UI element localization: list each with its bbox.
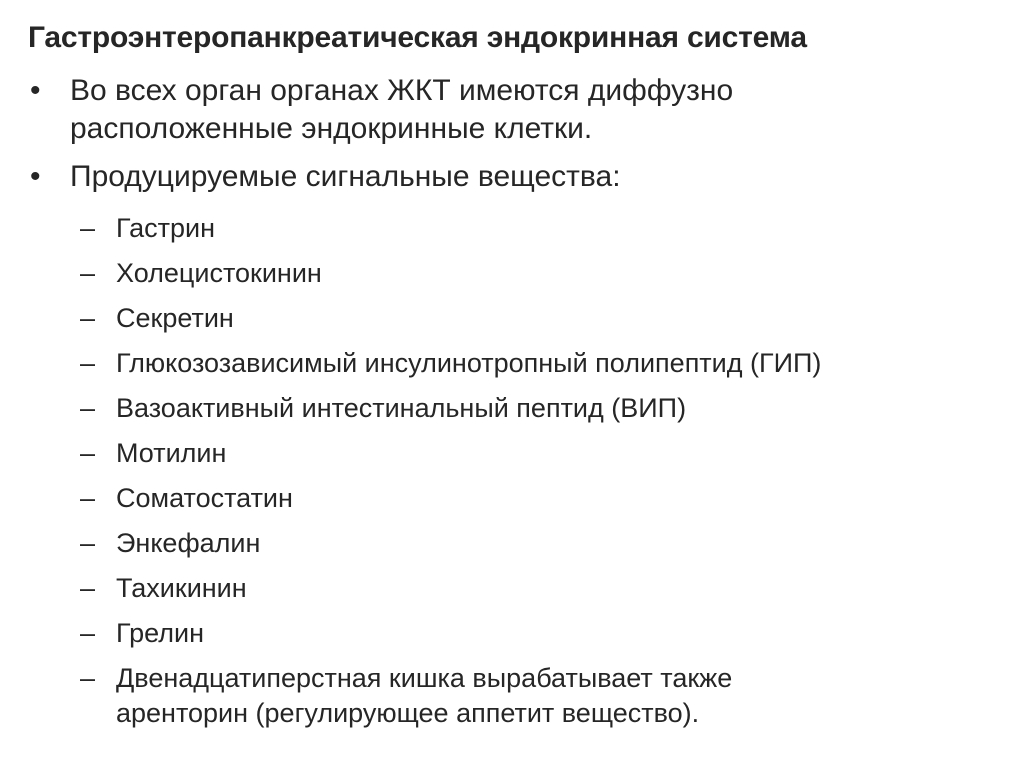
substance-text: Мотилин xyxy=(116,438,227,468)
substance-item xyxy=(80,661,856,731)
dash-marker: – xyxy=(80,618,96,648)
bullet-text: Продуцируемые сигнальные вещества: xyxy=(70,160,621,193)
bullet-marker: • xyxy=(30,74,41,107)
dash-marker: – xyxy=(80,348,96,378)
substance-item xyxy=(80,256,980,301)
bullet-item xyxy=(28,72,870,148)
substance-item xyxy=(80,526,980,571)
substance-item xyxy=(80,481,980,526)
slide-title: Гастроэнтеропанкреатическая эндокринная система xyxy=(28,21,807,54)
substance-item xyxy=(80,391,980,436)
substance-text: Грелин xyxy=(116,618,204,648)
dash-marker: – xyxy=(80,663,96,693)
bullet-text: Во всех орган органах ЖКТ имеются диффузно расположенные эндокринные клетки. xyxy=(70,74,734,145)
bullet-list xyxy=(28,72,988,206)
dash-marker: – xyxy=(80,483,96,513)
dash-marker: – xyxy=(80,438,96,468)
substance-item xyxy=(80,346,980,391)
substance-text: Двенадцатиперстная кишка вырабатывает также аренторин (регулирующее аппетит вещество). xyxy=(116,663,733,728)
dash-marker: – xyxy=(80,528,96,558)
substance-text: Вазоактивный интестинальный пептид (ВИП) xyxy=(116,393,687,423)
substance-item xyxy=(80,616,980,661)
dash-marker: – xyxy=(80,258,96,288)
dash-marker: – xyxy=(80,393,96,423)
bullet-marker: • xyxy=(30,160,41,193)
substance-item xyxy=(80,301,980,346)
bullet-item xyxy=(28,158,988,196)
substance-text: Тахикинин xyxy=(116,573,247,603)
substance-item xyxy=(80,436,980,481)
substance-item xyxy=(80,211,980,256)
substance-list xyxy=(80,211,980,731)
dash-marker: – xyxy=(80,303,96,333)
substance-text: Холецистокинин xyxy=(116,258,322,288)
substance-text: Секретин xyxy=(116,303,234,333)
substance-item xyxy=(80,571,980,616)
dash-marker: – xyxy=(80,573,96,603)
substance-text: Гастрин xyxy=(116,213,215,243)
dash-marker: – xyxy=(80,213,96,243)
substance-text: Энкефалин xyxy=(116,528,261,558)
substance-text: Глюкозозависимый инсулинотропный полипептид (ГИП) xyxy=(116,348,822,378)
substance-text: Соматостатин xyxy=(116,483,293,513)
